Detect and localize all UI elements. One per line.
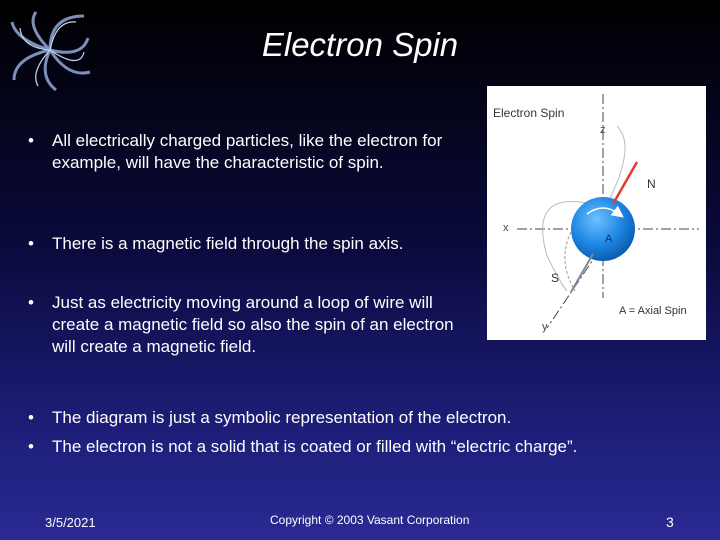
slide-number: 3 (666, 514, 674, 530)
bullet-marker: • (28, 293, 34, 312)
figure-caption: A = Axial Spin (619, 305, 687, 317)
bullet-marker: • (28, 437, 34, 456)
bullet-item (28, 407, 708, 429)
bullet-text: Just as electricity moving around a loop of wire will create a magnetic field so also the spin of an electron will create a magnetic field. (52, 293, 454, 356)
bullet-item (28, 436, 708, 458)
bullet-marker: • (28, 131, 34, 150)
bullet-item (28, 292, 472, 358)
bullet-text: There is a magnetic field through the spin axis. (52, 234, 404, 253)
footer-copyright: Copyright © 2003 Vasant Corporation (270, 513, 470, 527)
bullet-text: The electron is not a solid that is coated or filled with “electric charge”. (52, 437, 578, 456)
z-label: z (600, 124, 606, 136)
slide-title: Electron Spin (261, 26, 459, 63)
south-axis-arrow (571, 254, 593, 292)
south-label: S (551, 271, 560, 285)
electron-spin-diagram (487, 86, 706, 340)
north-label: N (647, 177, 656, 191)
bullet-marker: • (28, 408, 34, 427)
x-label: x (503, 222, 509, 234)
figure-heading: Electron Spin (493, 106, 565, 120)
electron-sphere (571, 197, 635, 261)
bullet-text: All electrically charged particles, like the electron for example, will have the characteristic of spin. (52, 131, 443, 172)
spin-label: A (605, 233, 613, 245)
bullet-item (28, 130, 468, 174)
bullet-item (28, 233, 478, 255)
field-line-top (607, 126, 625, 204)
bullet-text: The diagram is just a symbolic representation of the electron. (52, 408, 512, 427)
footer-date: 3/5/2021 (45, 515, 96, 530)
y-label: y (542, 321, 548, 333)
bullet-marker: • (28, 234, 34, 253)
